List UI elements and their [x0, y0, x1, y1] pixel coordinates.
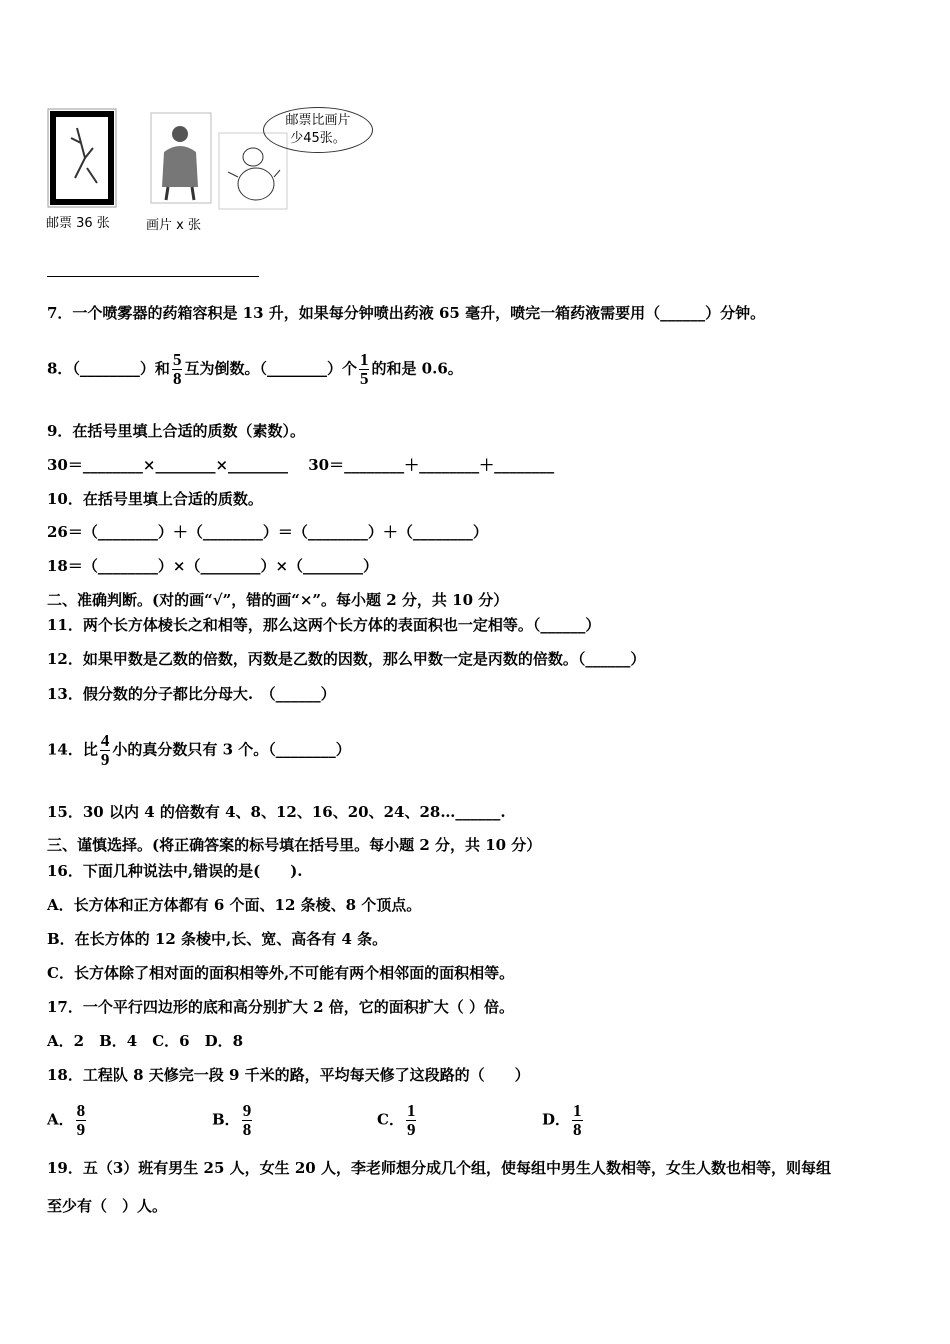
picture-image	[150, 112, 212, 204]
question-16-option-b: B．在长方体的 12 条棱中,长、宽、高各有 4 条。	[47, 930, 388, 948]
picture-caption: 画片 x 张	[146, 218, 201, 233]
question-10-line-b: 18＝（________）×（________）×（________）	[47, 557, 379, 575]
speech-bubble: 邮票比画片 少45张。	[263, 107, 373, 153]
question-19: 19．五（3）班有男生 25 人，女生 20 人，李老师想分成几个组，使每组中男生人数相等，女生人数也相等，则每组	[47, 1159, 831, 1177]
question-16-option-a: A．长方体和正方体都有 6 个面、12 条棱、8 个顶点。	[47, 896, 422, 914]
question-7: 7．一个喷雾器的药箱容积是 13 升，如果每分钟喷出药液 65 毫升，喷完一箱药液需要用（______）分钟。	[47, 304, 766, 322]
section-2-heading: 二、准确判断。(对的画“√”，错的画“×”。每小题 2 分，共 10 分）	[47, 591, 509, 609]
question-10: 10．在括号里填上合适的质数。	[47, 490, 263, 508]
question-14: 14．比 $\frac{4}{9}$ 小的真分数只有 3 个。（________）	[47, 731, 351, 769]
fraction: $\frac{1}{9}$	[406, 1101, 416, 1139]
question-18-option-c: C． $\frac{1}{9}$	[377, 1101, 416, 1139]
question-13: 13．假分数的分子都比分母大. （______）	[47, 685, 336, 703]
question-18-option-b: B． $\frac{9}{8}$	[212, 1101, 252, 1139]
fraction: $\frac{9}{8}$	[242, 1101, 252, 1139]
fraction: $\frac{8}{9}$	[76, 1101, 86, 1139]
stamp-caption: 邮票 36 张	[46, 216, 110, 231]
question-17-options: A．2 B．4 C．6 D．8	[47, 1032, 244, 1050]
fraction: $\frac{4}{9}$	[100, 731, 110, 769]
answer-line	[47, 276, 259, 277]
question-18: 18．工程队 8 天修完一段 9 千米的路，平均每天修了这段路的（ ）	[47, 1066, 530, 1084]
section-3-heading: 三、谨慎选择。(将正确答案的标号填在括号里。每小题 2 分，共 10 分）	[47, 836, 542, 854]
question-16-option-c: C．长方体除了相对面的面积相等外,不可能有两个相邻面的面积相等。	[47, 964, 515, 982]
question-18-option-d: D． $\frac{1}{8}$	[542, 1101, 582, 1139]
stamp-image	[47, 108, 117, 208]
question-10-line-a: 26＝（________）＋（________）＝（________）＋（________）	[47, 523, 488, 541]
question-8: 8．（________）和 $\frac{5}{8}$ 互为倒数。（________）个 $\frac{1}{5}$ 的和是 0.6。	[47, 350, 463, 388]
question-15: 15．30 以内 4 的倍数有 4、8、12、16、20、24、28…______.	[47, 803, 506, 821]
question-12: 12．如果甲数是乙数的倍数，丙数是乙数的因数，那么甲数一定是丙数的倍数。（______）	[47, 650, 646, 668]
question-11: 11．两个长方体棱长之和相等，那么这两个长方体的表面积也一定相等。（______）	[47, 616, 601, 634]
fraction: $\frac{1}{8}$	[573, 1101, 582, 1139]
question-18-option-a: A． $\frac{8}{9}$	[47, 1101, 86, 1139]
question-17: 17．一个平行四边形的底和高分别扩大 2 倍，它的面积扩大（ ）倍。	[47, 998, 514, 1016]
fraction: $\frac{1}{5}$	[359, 350, 369, 388]
question-16: 16．下面几种说法中,错误的是( ).	[47, 862, 303, 880]
fraction: $\frac{5}{8}$	[172, 350, 182, 388]
question-9: 9．在括号里填上合适的质数（素数）。	[47, 422, 305, 440]
question-9-line: 30＝________×________×________ 30＝________＋________＋________	[47, 456, 555, 474]
question-19-cont: 至少有（ ）人。	[47, 1197, 168, 1215]
